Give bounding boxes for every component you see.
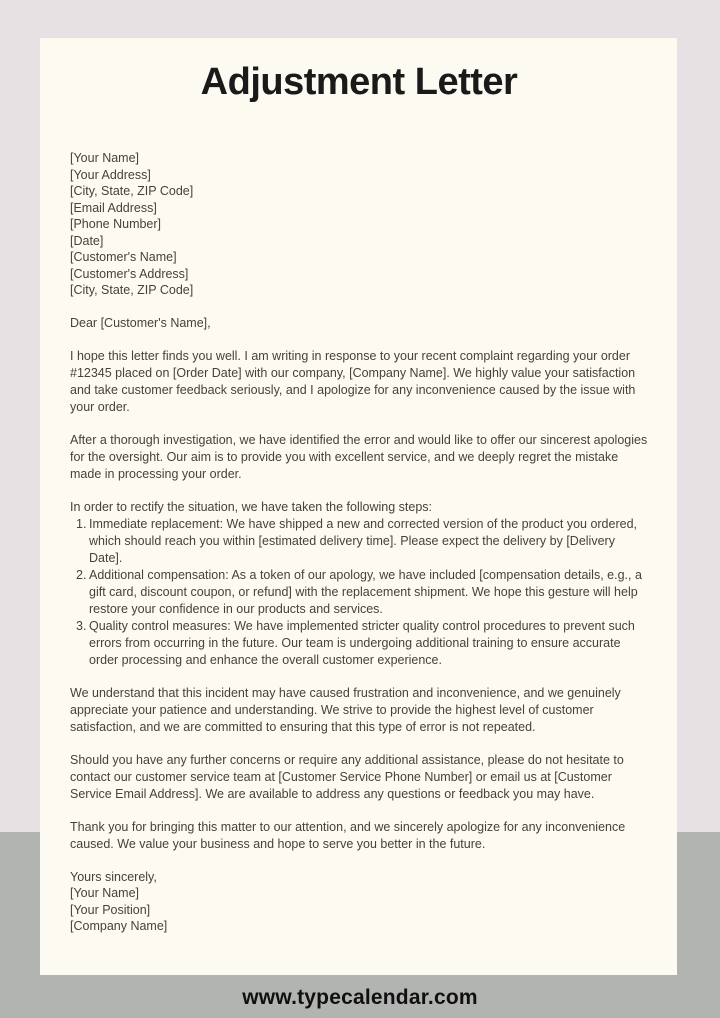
paragraph: Should you have any further concerns or require any additional assistance, please do not hesitate to contact our customer service team at [Customer Service Phone Number] or email us at [Customer Service Email Address]. We are available to address any questions or feedback you may have. [70,752,624,801]
list-intro: In order to rectify the situation, we have taken the following steps: [70,499,433,514]
paragraph: Thank you for bringing this matter to our attention, and we sincerely apologize for any inconvenience caused. We value your business and hope to serve you better in the future. [70,819,626,851]
sender-line: [City, State, ZIP Code] [70,283,194,297]
sender-line: [Your Name] [70,151,140,165]
signature-block [70,869,648,935]
footer-website-text: www.typecalendar.com [242,986,478,1009]
sender-line: [City, State, ZIP Code] [70,184,194,198]
footer [0,986,720,1010]
signoff: Yours sincerely, [70,869,157,884]
signature-line: [Company Name] [70,919,168,933]
list-item-text: Quality control measures: We have implemented stricter quality control procedures to prevent such errors from occurring in the future. Our team is undergoing additional training to ensure accurate order processing and enhance the overall customer experience. [89,618,635,667]
sender-address-block [70,150,648,299]
sender-line: [Date] [70,233,104,248]
paragraph: We understand that this incident may have caused frustration and inconvenience, and we genuinely appreciate your patience and understanding. We strive to provide the highest level of customer satisfaction, and we are committed to ensuring that this type of error is not repeated. [70,685,621,734]
list-item-text: Additional compensation: As a token of our apology, we have included [compensation details, e.g., a gift card, discount coupon, or refund] with the replacement shipment. We hope this gesture will help restore your confidence in our products and services. [89,567,642,616]
list-item-number: 2. [76,567,87,582]
sender-line: [Email Address] [70,200,157,215]
list-item-number: 1. [76,516,87,531]
sender-line: [Phone Number] [70,217,162,231]
list-item-text: Immediate replacement: We have shipped a new and corrected version of the product you ordered, which should reach you within [estimated delivery time]. Please expect the delivery by [Delivery Date]. [89,516,637,565]
paragraph: I hope this letter finds you well. I am writing in response to your recent complaint regarding your order #12345 placed on [Order Date] with our company, [Company Name]. We highly value your satisfaction and take customer feedback seriously, and I apologize for any inconvenience caused by the issue with your order. [70,348,636,414]
letter-body [70,150,648,935]
list-item-number: 3. [76,618,87,633]
salutation: Dear [Customer's Name], [70,315,211,330]
list-item [76,516,648,567]
sender-line: [Customer's Address] [70,266,189,281]
signature-line: [Your Name] [70,886,140,900]
paragraph: After a thorough investigation, we have identified the error and would like to offer our sincerest apologies for the oversight. Our aim is to provide you with excellent service, and we deeply regret the mistake made in processing your order. [70,432,648,481]
list-item [76,567,648,618]
page-title: Adjustment Letter [200,61,518,103]
sender-line: [Customer's Name] [70,250,177,264]
list-item [76,618,648,669]
sender-line: [Your Address] [70,167,151,182]
numbered-steps-list [76,516,648,669]
letter-page [40,38,677,975]
signature-line: [Your Position] [70,902,151,917]
